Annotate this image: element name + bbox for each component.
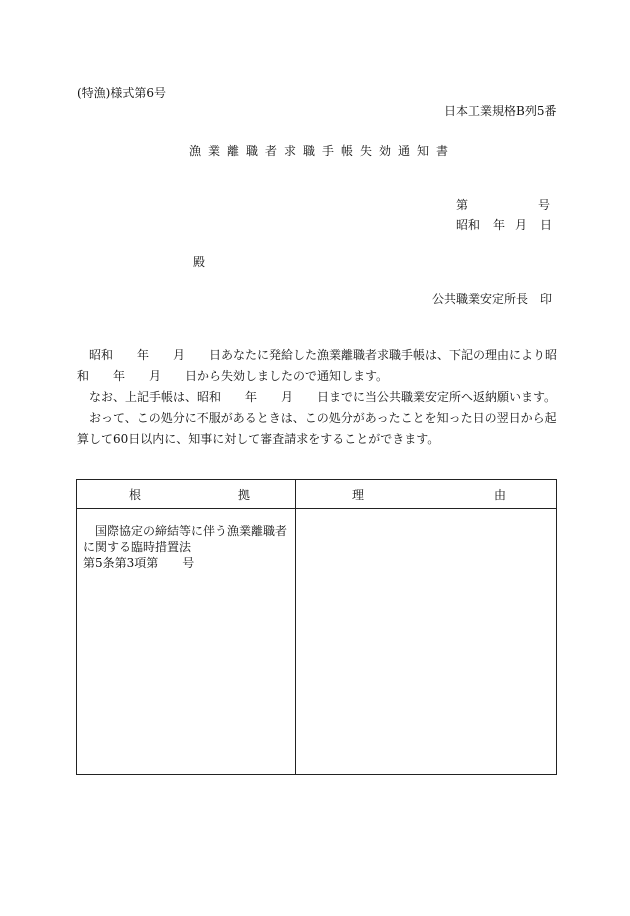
body-line-3: なお、上記手帳は、昭和 年 月 日までに当公共職業安定所へ返納願います。 bbox=[89, 390, 557, 404]
basis-line-2: に関する臨時措置法 bbox=[83, 540, 192, 554]
notice-body bbox=[77, 345, 558, 450]
basis-reason-table bbox=[76, 479, 557, 775]
doc-number-prefix: 第 bbox=[456, 198, 469, 212]
basis-line-1: 国際協定の締結等に伴う漁業離職者 bbox=[95, 524, 288, 538]
basis-cell bbox=[77, 509, 296, 775]
date-month: 月 bbox=[515, 218, 528, 232]
doc-number-suffix: 号 bbox=[538, 198, 551, 212]
addressee-suffix: 殿 bbox=[193, 255, 206, 269]
header-reason-char-2: 由 bbox=[493, 487, 506, 502]
header-reason bbox=[296, 480, 557, 509]
body-line-1: 昭和 年 月 日あなたに発給した漁業離職者求職手帳は、下記の理由により昭 bbox=[89, 348, 558, 362]
issuer-seal: 公共職業安定所長 印 bbox=[432, 292, 553, 306]
header-basis-char-2: 拠 bbox=[237, 487, 250, 502]
date-era: 昭和 bbox=[456, 218, 481, 232]
form-number: (特漁)様式第6号 bbox=[77, 86, 166, 100]
header-basis-char-1: 根 bbox=[129, 487, 142, 502]
body-line-5: 算して60日以内に、知事に対して審査請求をすることができます。 bbox=[77, 432, 440, 446]
paper-size-note: 日本工業規格B列5番 bbox=[444, 104, 557, 118]
header-reason-char-1: 理 bbox=[352, 487, 365, 502]
date-day: 日 bbox=[540, 218, 553, 232]
header-basis bbox=[77, 480, 296, 509]
document-title: 漁業離職者求職手帳失効通知書 bbox=[189, 144, 456, 158]
date-year: 年 bbox=[493, 218, 506, 232]
body-line-2: 和 年 月 日から失効しましたので通知します。 bbox=[77, 369, 389, 383]
body-line-4: おって、この処分に不服があるときは、この処分があったことを知った日の翌日から起 bbox=[89, 411, 557, 425]
reason-cell bbox=[296, 509, 557, 775]
basis-line-3: 第5条第3項第 号 bbox=[83, 556, 195, 570]
